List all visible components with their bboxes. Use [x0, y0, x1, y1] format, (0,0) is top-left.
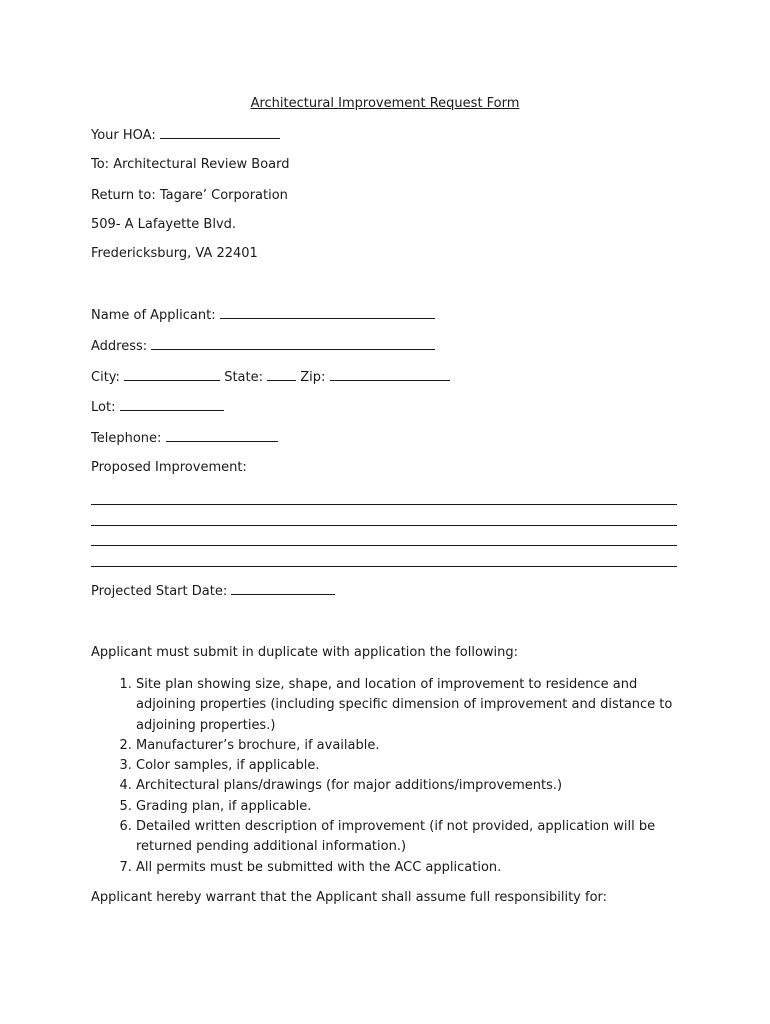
address-field — [91, 336, 435, 356]
start-date-field — [91, 581, 335, 601]
telephone-label: Telephone: — [91, 431, 162, 446]
proposed-improvement-line[interactable] — [91, 566, 677, 567]
applicant-label: Name of Applicant: — [91, 308, 216, 323]
list-item: 6. Detailed written description of improvement (if not provided, application will be returned pending additional information.) — [136, 817, 696, 858]
hoa-label: Your HOA: — [91, 128, 156, 143]
list-item: 4. Architectural plans/drawings (for major additions/improvements.) — [136, 776, 696, 796]
requirements-list — [91, 675, 696, 878]
list-item: 7. All permits must be submitted with the ACC application. — [136, 858, 696, 878]
city-blank[interactable] — [124, 367, 220, 381]
proposed-improvement-line[interactable] — [91, 504, 677, 505]
state-blank[interactable] — [267, 367, 296, 381]
to-line: To: Architectural Review Board — [91, 157, 290, 172]
hoa-field — [91, 125, 280, 145]
list-item: 3. Color samples, if applicable. — [136, 756, 696, 776]
address-blank[interactable] — [151, 336, 435, 350]
start-date-label: Projected Start Date: — [91, 584, 228, 599]
applicant-field — [91, 305, 435, 325]
list-item: 1. Site plan showing size, shape, and location of improvement to residence and adjoining properties (including specific dimension of improvement and distance to adjoining properties.) — [136, 675, 696, 736]
zip-label: Zip: — [300, 370, 326, 385]
telephone-field — [91, 428, 278, 448]
address-line-1: 509- A Lafayette Blvd. — [91, 217, 237, 232]
address-label: Address: — [91, 339, 148, 354]
address-line-2: Fredericksburg, VA 22401 — [91, 246, 258, 261]
list-item: 5. Grading plan, if applicable. — [136, 797, 696, 817]
lot-field — [91, 397, 224, 417]
lot-label: Lot: — [91, 400, 116, 415]
applicant-blank[interactable] — [220, 305, 435, 319]
warrant-text: Applicant hereby warrant that the Applicant shall assume full responsibility for: — [91, 890, 608, 905]
proposed-improvement-line[interactable] — [91, 545, 677, 546]
zip-blank[interactable] — [330, 367, 450, 381]
return-to-line: Return to: Tagare’ Corporation — [91, 188, 288, 203]
lot-blank[interactable] — [120, 397, 224, 411]
start-date-blank[interactable] — [231, 581, 335, 595]
requirements-intro: Applicant must submit in duplicate with application the following: — [91, 645, 519, 660]
state-label: State: — [224, 370, 263, 385]
proposed-improvement-line[interactable] — [91, 525, 677, 526]
city-state-zip-field — [91, 367, 450, 387]
telephone-blank[interactable] — [166, 428, 278, 442]
list-item: 2. Manufacturer’s brochure, if available. — [136, 736, 696, 756]
form-title: Architectural Improvement Request Form — [250, 96, 520, 111]
proposed-improvement-label: Proposed Improvement: — [91, 460, 247, 475]
city-label: City: — [91, 370, 120, 385]
hoa-blank[interactable] — [160, 125, 280, 139]
